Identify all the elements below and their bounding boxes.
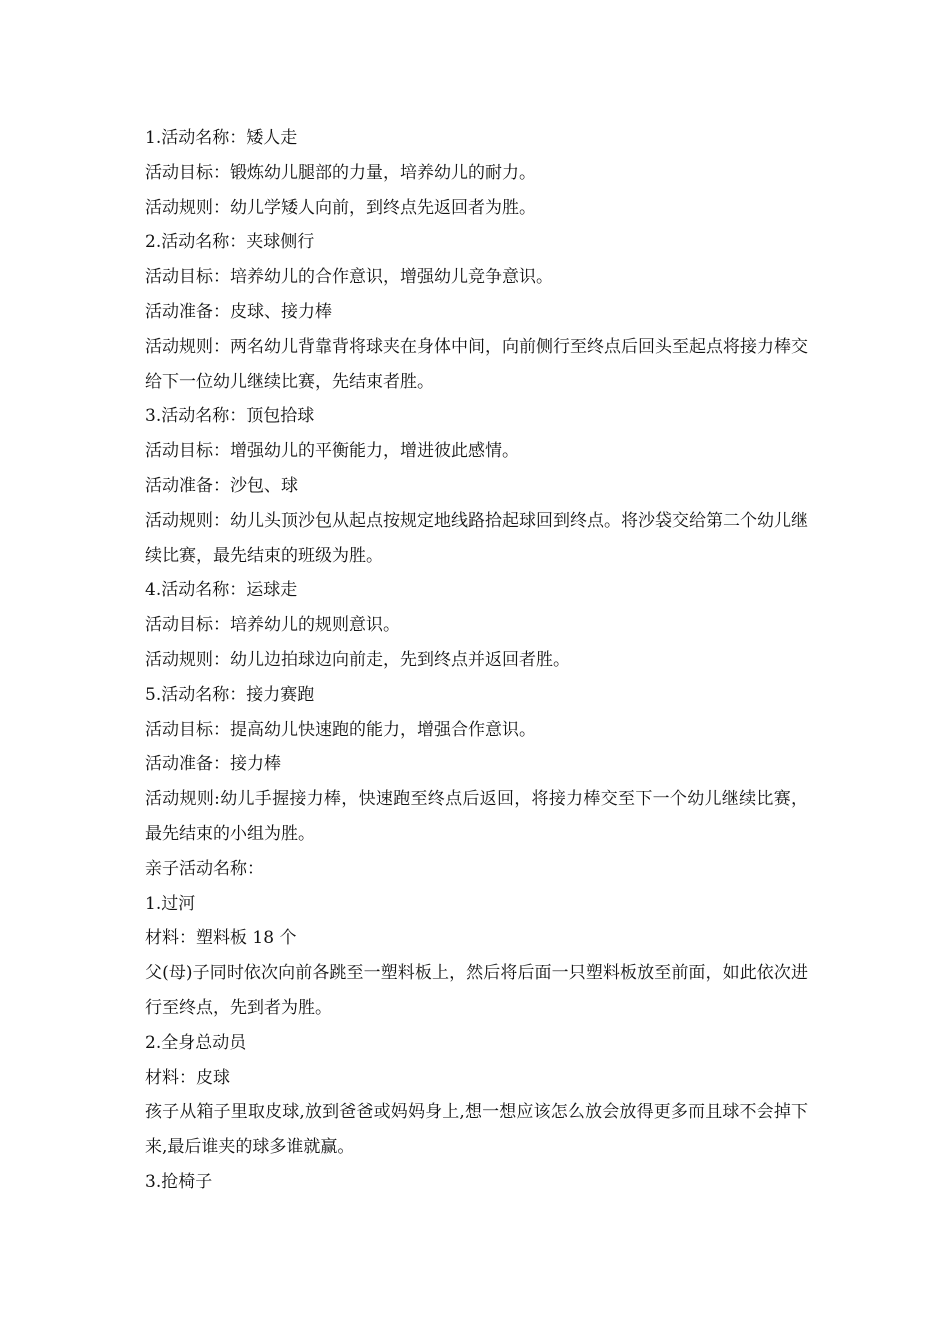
parent-child-1-materials: 材料：塑料板 18 个 [145,928,297,949]
activity-2-preparation: 活动准备：皮球、接力棒 [145,301,332,322]
activity-5-title: 5.活动名称：接力赛跑 [145,684,315,705]
parent-child-1-description: 父(母)子同时依次向前各跳至一塑料板上，然后将后面一只塑料板放至前面，如此依次进行至终点，先到者为胜。 [145,963,808,1018]
parent-child-2-materials: 材料：皮球 [145,1067,230,1088]
activity-2-goal: 活动目标：培养幼儿的合作意识，增强幼儿竞争意识。 [145,267,553,288]
activity-5-rules: 活动规则:幼儿手握接力棒，快速跑至终点后返回，将接力棒交至下一个幼儿继续比赛，最先结束的小组为胜。 [145,789,808,844]
activity-1-rules: 活动规则：幼儿学矮人向前，到终点先返回者为胜。 [145,197,536,218]
parent-child-2-title: 2.全身总动员 [145,1032,247,1053]
activity-4-title: 4.活动名称：运球走 [145,580,298,601]
activity-5-goal: 活动目标：提高幼儿快速跑的能力，增强合作意识。 [145,719,536,740]
activity-1-goal: 活动目标：锻炼幼儿腿部的力量，培养幼儿的耐力。 [145,162,536,183]
activity-2-rules: 活动规则：两名幼儿背靠背将球夹在身体中间，向前侧行至终点后回头至起点将接力棒交给下一位幼儿继续比赛，先结束者胜。 [145,336,808,392]
parent-child-heading: 亲子活动名称： [145,858,264,879]
activity-1-title: 1.活动名称：矮人走 [145,128,298,148]
activity-4-rules: 活动规则：幼儿边拍球边向前走，先到终点并返回者胜。 [145,649,570,670]
activity-3-title: 3.活动名称：顶包拾球 [145,406,315,427]
activity-2-title: 2.活动名称：夹球侧行 [145,232,315,253]
document-body [145,121,808,1200]
activity-4-goal: 活动目标：培养幼儿的规则意识。 [145,615,400,636]
activity-5-preparation: 活动准备：接力棒 [145,754,281,775]
activity-3-rules: 活动规则：幼儿头顶沙包从起点按规定地线路拾起球回到终点。将沙袋交给第二个幼儿继续比赛，最先结束的班级为胜。 [145,510,808,566]
parent-child-1-title: 1.过河 [145,893,196,914]
parent-child-2-description: 孩子从箱子里取皮球,放到爸爸或妈妈身上,想一想应该怎么放会放得更多而且球不会掉下来,最后谁夹的球多谁就赢。 [145,1102,808,1158]
activity-3-goal: 活动目标：增强幼儿的平衡能力，增进彼此感情。 [145,441,519,462]
parent-child-3-title: 3.抢椅子 [145,1171,213,1192]
activity-3-preparation: 活动准备：沙包、球 [145,475,298,496]
